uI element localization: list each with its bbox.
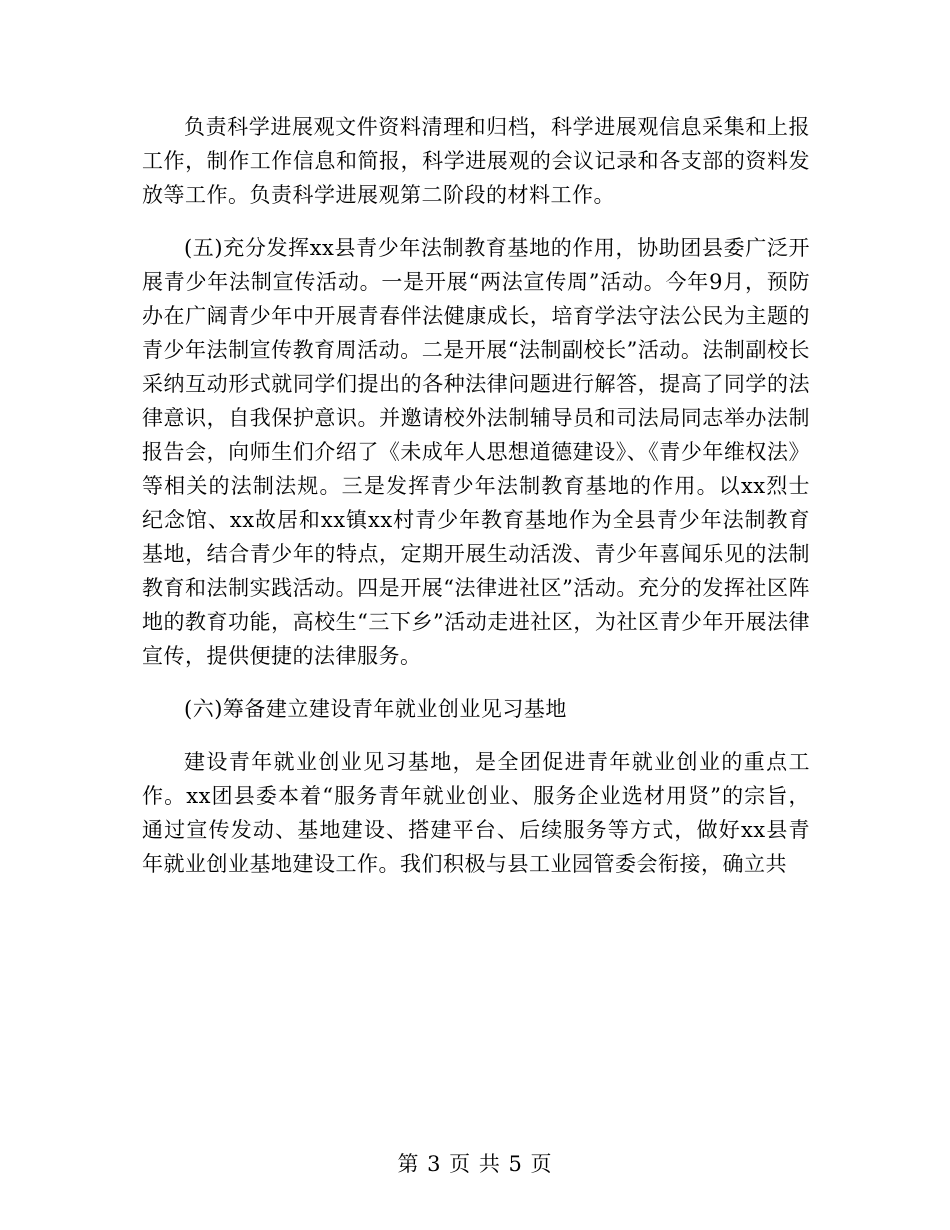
paragraph-legal-education-base: (五)充分发挥xx县青少年法制教育基地的作用，协助团县委广泛开展青少年法制宣传活动。一是开展“两法宣传周”活动。今年9月，预防办在广阔青少年中开展青春伴法健康成长，培育学法守法公民为主题的青少年法制宣传教育周活动。二是开展“法制副校长”活动。法制副校长采纳互动形式就同学们提出的各种法律问题进行解答，提高了同学的法律意识，自我保护意识。并邀请校外法制辅导员和司法局同志举办法制报告会，向师生们介绍了《未成年人思想道德建设》、《青少年维权法》等相关的法制法规。三是发挥青少年法制教育基地的作用。以xx烈士纪念馆、xx故居和xx镇xx村青少年教育基地作为全县青少年法制教育基地，结合青少年的特点，定期开展生动活泼、青少年喜闻乐见的法制教育和法制实践活动。四是开展“法律进社区”活动。充分的发挥社区阵地的教育功能，高校生“三下乡”活动走进社区，为社区青少年开展法律宣传，提供便捷的法律服务。 — [142, 236, 810, 668]
body-text — [142, 110, 810, 881]
paragraph-employment-base: 建设青年就业创业见习基地，是全团促进青年就业创业的重点工作。xx团县委本着“服务青年就业创业、服务企业选材用贤”的宗旨，通过宣传发动、基地建设、搭建平台、后续服务等方式，做好xx县青年就业创业基地建设工作。我们积极与县工业园管委会衔接，确立共 — [142, 750, 810, 876]
paragraph-archiving-duties: 负责科学进展观文件资料清理和归档，科学进展观信息采集和上报工作，制作工作信息和简报，科学进展观的会议记录和各支部的资料发放等工作。负责科学进展观第二阶段的材料工作。 — [142, 115, 810, 207]
page-number-footer: 第 3 页 共 5 页 — [397, 1152, 553, 1176]
paragraph-section-six-heading: (六)筹备建立建设青年就业创业见习基地 — [184, 697, 567, 721]
